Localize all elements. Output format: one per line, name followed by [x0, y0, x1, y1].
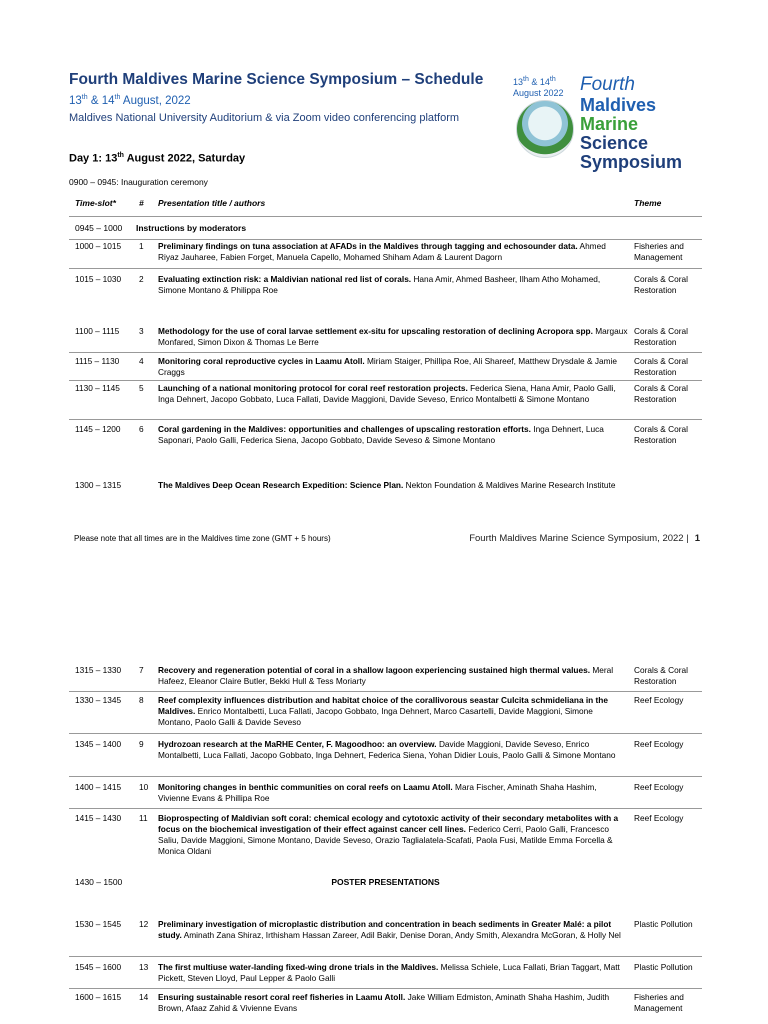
presentation-authors: Federico Cerri, Paolo Galli, Francesco Saliu, Davide Maggioni, Simone Montano, Davide Seveso, Orazio Taglialatela-Scafati, Paola Fusi, Matilde Emma Forcella & Monica Oldani: [158, 824, 613, 856]
logo-word-maldives: Maldives: [580, 95, 657, 115]
row-time: 1345 – 1400: [75, 739, 122, 749]
presentation-title: Evaluating extinction risk: a Maldivian national red list of corals.: [158, 274, 412, 284]
row-theme: Reef Ecology: [634, 695, 684, 705]
row-time: 1030 – 1100: [75, 308, 122, 318]
logo-word-symposium: Symposium: [580, 152, 683, 172]
page-number: 1: [694, 533, 700, 544]
row-time: 1415 – 1430: [75, 813, 122, 823]
row-number: 2: [139, 274, 144, 284]
presentation-authors: Miriam Staiger, Phillipa Roe, Ali Shareef, Matthew Drysdale & Jamie Craggs: [158, 356, 617, 377]
event-venue: Maldives National University Auditorium & via Zoom video conferencing platform: [69, 112, 460, 124]
row-theme: Corals & Coral Restoration: [634, 665, 688, 686]
row-time: 1200 – 1300: [75, 462, 123, 472]
presentation-authors: Jake William Edmiston, Aminath Shaha Hashim, Judith Brown, Afaaz Zahid & Vivienne Evans: [158, 992, 610, 1013]
row-time: 1430 – 1500: [75, 877, 123, 887]
row-label: POSTER PRESENTATIONS: [331, 877, 440, 887]
row-label: Instructions by moderators: [136, 223, 247, 233]
row-time: 1500 – 1530: [75, 900, 123, 910]
header-rule: [69, 216, 702, 217]
presentation-title: Recovery and regeneration potential of coral in a shallow lagoon experiencing sustained high thermal values.: [158, 665, 591, 675]
row-theme: Plastic Pollution: [634, 919, 693, 929]
row-number: 12: [139, 919, 149, 929]
presentation-authors: Enrico Montalbetti, Luca Fallati, Jacopo Gobbato, Inga Dehnert, Marco Casartelli, Davide Maggioni, Simone Montano, Paolo Galli & Davide Seveso: [158, 706, 593, 727]
row-rule: [69, 808, 702, 809]
presentation-title: Monitoring changes in benthic communities on coral reefs on Laamu Atoll.: [158, 782, 453, 792]
row-rule: [69, 268, 702, 269]
row-rule: [69, 419, 702, 420]
row-theme: Fisheries and Management: [634, 992, 684, 1013]
page-title: Fourth Maldives Marine Science Symposium – Schedule: [69, 71, 484, 88]
row-number: 10: [139, 782, 149, 792]
inauguration-note: 0900 – 0945: Inauguration ceremony: [69, 177, 208, 187]
row-number: 6: [139, 424, 144, 434]
day-heading: Day 1: 13th August 2022, Saturday: [69, 152, 246, 165]
presentation-title: Reef complexity influences distribution and habitat choice of the corallivorous seastar Culcita schmideliana in the Maldives.: [158, 695, 608, 716]
presentation-title: Ensuring sustainable resort coral reef fisheries in Laamu Atoll.: [158, 992, 406, 1002]
presentation-authors: Inga Dehnert, Luca Saponari, Paolo Galli, Federica Siena, Jacopo Gobbato, Davide Seveso & Simone Montano: [158, 424, 604, 445]
col-header-title: Presentation title / authors: [158, 198, 266, 208]
row-rule: [69, 733, 702, 734]
logo-date: 13th & 14th August 2022: [513, 76, 564, 98]
row-time: 1100 – 1115: [75, 326, 120, 336]
symposium-logo: [506, 70, 710, 178]
presentation-title: Launching of a national monitoring protocol for coral reef restoration projects.: [158, 383, 468, 393]
row-theme: Corals & Coral Restoration: [634, 326, 688, 347]
row-theme: Corals & Coral Restoration: [634, 424, 688, 445]
row-label: TEA/COFFEE BREAK: [342, 900, 429, 910]
row-theme: Fisheries and Management: [634, 241, 684, 262]
row-number: 1: [139, 241, 144, 251]
logo-fourth: Fourth: [580, 74, 635, 95]
presentation-title: Bioprospecting of Maldivian soft coral: chemical ecology and cytotoxic activity of their secondary metabolites with a focus on the biochemical investigation of their effect against cancer cell lines.: [158, 813, 619, 834]
row-time: 1015 – 1030: [75, 274, 122, 284]
row-number: 4: [139, 356, 144, 366]
row-theme: Reef Ecology: [634, 813, 684, 823]
logo-word-marine: Marine: [580, 114, 639, 134]
row-label: TEA/COFFEE BREAK: [342, 308, 429, 318]
col-header-timeslot: Time-slot*: [75, 198, 116, 208]
timezone-note: Please note that all times are in the Maldives time zone (GMT + 5 hours): [74, 534, 331, 543]
row-label: LUNCH BREAK: [354, 462, 417, 472]
row-time: 1130 – 1145: [75, 383, 120, 393]
logo-emblem-icon: [516, 100, 574, 158]
row-number: 8: [139, 695, 144, 705]
row-time: 0945 – 1000: [75, 223, 123, 233]
presentation-authors: Federica Siena, Hana Amir, Paolo Galli, Inga Dehnert, Jacopo Gobbato, Luca Fallati, Davide Maggioni, Davide Seveso, Enrico Montalbetti & Simone Montano: [158, 383, 616, 404]
presentation-title: Monitoring coral reproductive cycles in Laamu Atoll.: [158, 356, 365, 366]
presentation-title: Hydrozoan research at the MaRHE Center, F. Magoodhoo: an overview.: [158, 739, 437, 749]
presentation-title: The Maldives Deep Ocean Research Expedition: Science Plan.: [158, 480, 404, 490]
col-header-num: #: [139, 198, 144, 208]
presentation-title: The first multiuse water-landing fixed-wing drone trials in the Maldives.: [158, 962, 439, 972]
row-time: 1400 – 1415: [75, 782, 122, 792]
row-rule: [69, 352, 702, 353]
presentation-title: Preliminary findings on tuna association at AFADs in the Maldives through tagging and echosounder data.: [158, 241, 578, 251]
row-rule: [69, 239, 702, 240]
row-theme: Reef Ecology: [634, 739, 684, 749]
row-theme: Corals & Coral Restoration: [634, 356, 688, 377]
presentation-authors: Margaux Monfared, Simon Dixon & Thomas Le Berre: [158, 326, 628, 347]
row-theme: Plastic Pollution: [634, 962, 693, 972]
row-number: 9: [139, 739, 144, 749]
row-number: 11: [139, 813, 148, 823]
row-number: 5: [139, 383, 144, 393]
presentation-authors: Hana Amir, Ahmed Basheer, Ilham Atho Mohamed, Simone Montano & Philippa Roe: [158, 274, 601, 295]
presentation-authors: Ahmed Riyaz Jauharee, Fabien Forget, Manuela Capello, Mohamed Shiham Adam & Laurent Dagorn: [158, 241, 606, 262]
row-time: 1545 – 1600: [75, 962, 122, 972]
row-rule: [69, 776, 702, 777]
row-rule: [69, 691, 702, 692]
event-dates: 13th & 14th August, 2022: [69, 94, 191, 107]
row-number: 3: [139, 326, 144, 336]
presentation-authors: Aminath Zana Shiraz, Irthisham Hassan Zareer, Adil Bakir, Denise Doran, Andy Smith, Alexandra McGoran, & Holly Nel: [183, 930, 621, 940]
row-time: 1145 – 1200: [75, 424, 121, 434]
col-header-theme: Theme: [634, 198, 662, 208]
presentation-authors: Melissa Schiele, Luca Fallati, Brian Taggart, Matt Pickett, Steven Lloyd, Paul Lepper & Paolo Galli: [158, 962, 620, 983]
logo-word-science: Science: [580, 133, 649, 153]
row-time: 1115 – 1130: [75, 356, 120, 366]
row-number: 14: [139, 992, 149, 1002]
presentation-authors: Davide Maggioni, Davide Seveso, Enrico Montalbetti, Luca Fallati, Jacopo Gobbato, Inga Dehnert, Federica Siena, Yohan Didier Louis, Paolo Galli & Simone Montano: [158, 739, 616, 760]
presentation-title: Preliminary investigation of microplastic distribution and concentration in beach sediments in Greater Malé: a pilot study.: [158, 919, 612, 940]
presentation-authors: Nekton Foundation & Maldives Marine Research Institute: [405, 480, 616, 490]
row-time: 1600 – 1615: [75, 992, 122, 1002]
row-theme: Reef Ecology: [634, 782, 684, 792]
row-number: 7: [139, 665, 144, 675]
row-time: 1530 – 1545: [75, 919, 122, 929]
running-footer: Fourth Maldives Marine Science Symposium, 2022 | 1: [469, 533, 700, 544]
presentation-title: Coral gardening in the Maldives: opportunities and challenges of upscaling restoration efforts.: [158, 424, 531, 434]
presentation-authors: Mara Fischer, Aminath Shaha Hashim, Vivienne Evans & Phillipa Roe: [158, 782, 597, 803]
row-rule: [69, 956, 702, 957]
row-time: 1315 – 1330: [75, 665, 122, 675]
presentation-title: Methodology for the use of coral larvae settlement ex-situ for upscaling restoration of declining Acropora spp.: [158, 326, 593, 336]
row-rule: [69, 380, 702, 381]
row-theme: Corals & Coral Restoration: [634, 383, 688, 404]
row-time: 1000 – 1015: [75, 241, 122, 251]
row-number: 13: [139, 962, 149, 972]
row-theme: Corals & Coral Restoration: [634, 274, 688, 295]
presentation-authors: Meral Hafeez, Eleanor Claire Butler, Bekki Hull & Tess Moriarty: [158, 665, 614, 686]
row-time: 1300 – 1315: [75, 480, 122, 490]
row-time: 1330 – 1345: [75, 695, 122, 705]
row-rule: [69, 988, 702, 989]
